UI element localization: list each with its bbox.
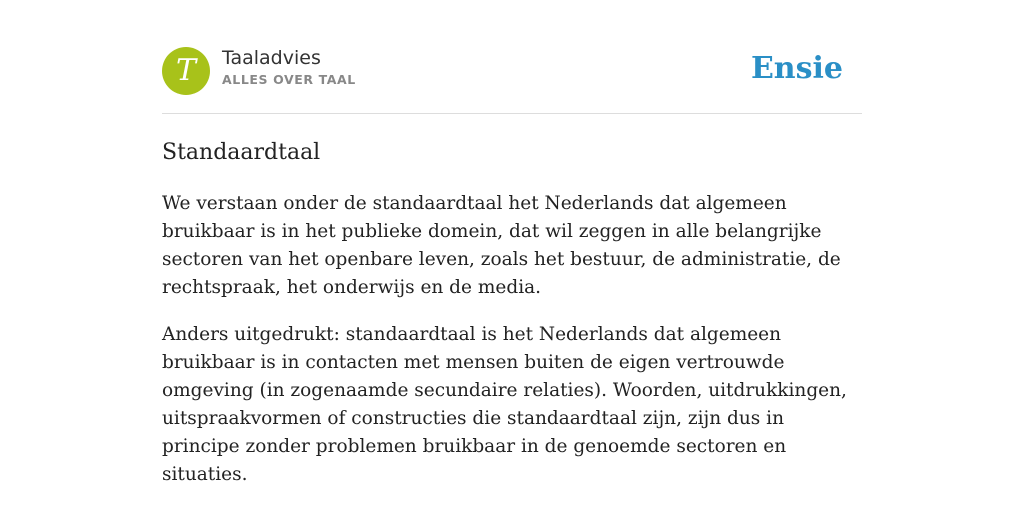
brand-logo-icon[interactable]: T [162,47,210,95]
article-title: Standaardtaal [162,140,321,165]
ensie-logo[interactable]: Ensie [750,51,843,86]
header [162,40,862,114]
article-card [162,40,862,489]
brand[interactable] [222,46,356,90]
brand-name: Taaladvies [222,47,321,69]
article-paragraph-1: We verstaan onder de standaardtaal het Nederlands dat algemeen bruikbaar is in het publieke domein, dat wil zeggen in alle belangrijke sectoren van het openbare leven, zoals het bestuur, de administratie, de rechtspraak, het onderwijs en de media. [162,193,841,298]
article-paragraph-2: Anders uitgedrukt: standaardtaal is het Nederlands dat algemeen bruikbaar is in contacten met mensen buiten de eigen vertrouwde omgeving (in zogenaamde secundaire relaties). Woorden, uitdrukkingen, uitspraakvormen of constructies die standaardtaal zijn, zijn dus in principe zonder problemen bruikbaar in de genoemde sectoren en situaties. [162,324,847,485]
brand-tagline: ALLES OVER TAAL [222,72,356,87]
